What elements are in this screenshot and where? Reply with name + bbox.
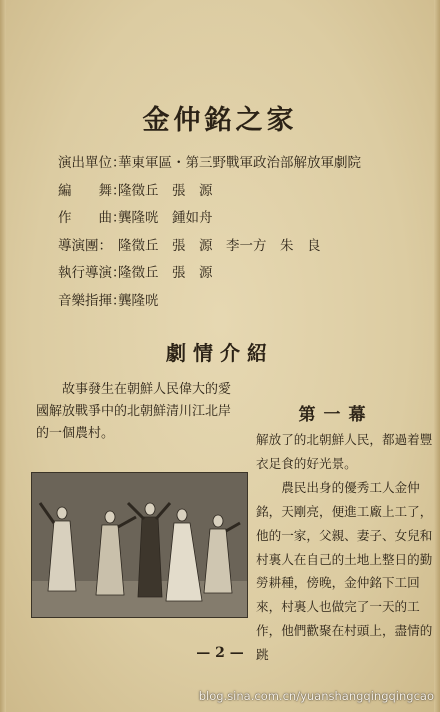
credit-value: 隆徵丘 張 源 李一方 朱 良 <box>118 237 321 254</box>
section-title-synopsis: 劇情介紹 <box>166 341 274 365</box>
credit-label: 作 曲： <box>58 210 126 226</box>
dancers-illustration <box>32 473 247 617</box>
synopsis-paragraph: 農民出身的優秀工人金仲銘，天剛亮，便進工廠上工了，他的一家，父親、妻子、女兒和村裏人在自己的土地上整日的勤勞耕種，傍晚，金仲銘下工回來，村裏人也做完了一天的工作，他們歡聚在村頭上，盡情的跳 <box>256 479 433 663</box>
intro-paragraph: 故事發生在朝鮮人民偉大的愛國解放戰爭中的北朝鮮清川江北岸的一個農村。 <box>36 382 232 441</box>
play-title: 金仲銘之家 <box>142 105 298 136</box>
credit-value: 龔隆咣 <box>118 292 159 309</box>
credit-directors <box>58 233 438 261</box>
credits-list <box>58 150 438 315</box>
credit-value: 華東軍區・第三野戰軍政治部解放軍劇院 <box>118 155 361 171</box>
credit-value: 龔隆咣 鍾如舟 <box>118 210 213 226</box>
page-number: — 2 — <box>196 645 244 661</box>
credit-label: 音樂指揮： <box>58 292 126 309</box>
credit-composer <box>58 205 438 233</box>
credit-performing-unit <box>58 150 438 178</box>
credit-executive-director <box>58 260 438 288</box>
synopsis-paragraph: 解放了的北朝鮮人民，都過着豐衣足食的好光景。 <box>256 432 433 471</box>
act-one-heading: 第一幕 <box>298 405 374 425</box>
credit-value: 隆徵丘 張 源 <box>118 182 213 199</box>
credit-label: 執行導演： <box>58 265 126 281</box>
stage-photo <box>31 472 248 618</box>
act-one-synopsis <box>256 428 436 667</box>
watermark-url: blog.sina.com.cn/yuanshangqingqingcao <box>198 689 434 703</box>
credit-label: 編 舞： <box>58 182 126 199</box>
credit-label: 演出單位： <box>58 155 126 171</box>
credit-value: 隆徵丘 張 源 <box>118 265 213 281</box>
credit-music-conductor <box>58 288 438 316</box>
credit-label: 導演團： <box>58 237 112 254</box>
credit-choreography <box>58 178 438 206</box>
